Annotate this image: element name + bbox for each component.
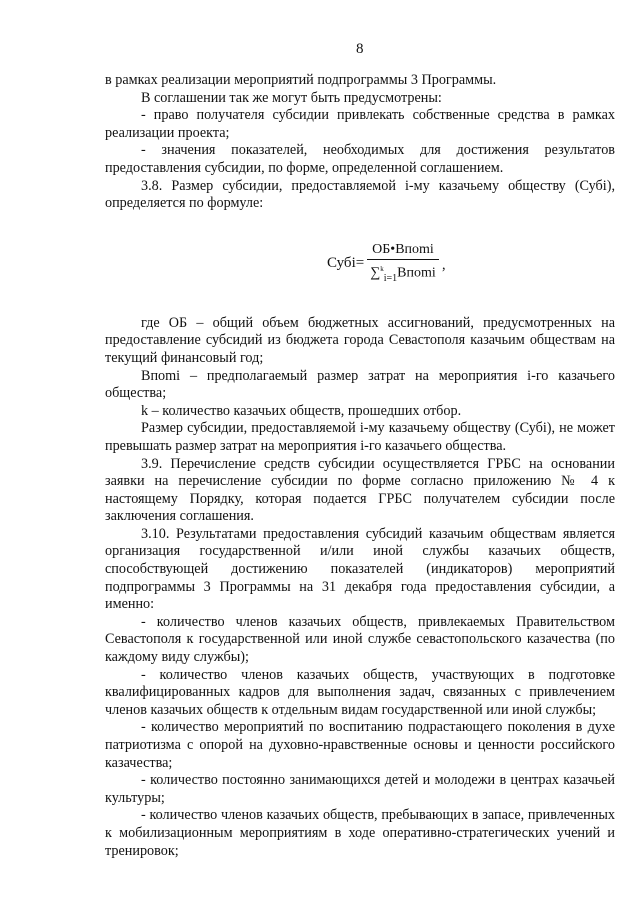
paragraph: В соглашении так же могут быть предусмотрены: [141, 89, 442, 106]
paragraph: 3.10. Результатами предоставления субсидий казачьим обществам является организация государственной и/или иной службы казачьих обществ, способствующей достижению показателей (индикаторов) мероприятий подпрограммы 3 Программы на 31 декабря года предоставления субсидии, а именно: [105, 525, 615, 613]
formula-sum-upper: k [380, 265, 384, 274]
formula [105, 219, 615, 297]
formula-denominator [367, 260, 439, 287]
paragraph: Впоmi – предполагаемый размер затрат на мероприятия i-го казачьего общества; [105, 367, 615, 402]
paragraph: - количество постоянно занимающихся детей и молодежи в центрах казачьей культуры; [105, 772, 615, 806]
formula-sum-sign: ∑ [370, 266, 381, 281]
formula-sum-lower: i=1 [383, 272, 398, 284]
paragraph: - значения показателей, необходимых для достижения результатов предоставления субсидии, по форме, определенной соглашением. [105, 142, 615, 176]
paragraph: Размер субсидии, предоставляемой i-му казачьему обществу (Субi), не может превышать размер затрат на мероприятия i-го казачьего общества. [105, 420, 615, 454]
paragraph: 3.8. Размер субсидии, предоставляемой i-му казачьему обществу (Субi), определяется по формуле: [105, 177, 615, 212]
paragraph: k – количество казачьих обществ, прошедших отбор. [141, 402, 462, 419]
paragraphs-before-formula [105, 72, 615, 213]
paragraph: - количество членов казачьих обществ, участвующих в подготовке квалифицированных кадров для выполнения задач, связанных с привлечением членов казачьих обществ к отдельным видам государственной или иной службы; [105, 666, 615, 718]
paragraph: - количество членов казачьих обществ, привлекаемых Правительством Севастополя к государственной или иной службе севастопольского казачества (по каждому виду службы); [105, 613, 615, 666]
paragraphs-after-formula [105, 315, 615, 860]
paragraph: 3.9. Перечисление средств субсидии осуществляется ГРБС на основании заявки на перечисление субсидии по форме согласно приложению № 4 к настоящему Порядку, которая подается ГРБС получателем субсидии после заключения соглашения. [105, 455, 615, 525]
paragraph: - количество мероприятий по воспитанию подрастающего поколения в духе патриотизма с опорой на духовно-нравственные основы и ценности российского казачества; [105, 719, 615, 771]
paragraph: где ОБ – общий объем бюджетных ассигнований, предусмотренных на предоставление субсидий из бюджета города Севастополя казачьим обществам на текущий финансовый год; [105, 314, 615, 366]
formula-numerator: ОБ•Впоmi [367, 241, 439, 261]
formula-fraction [367, 241, 439, 288]
formula-equals: = [355, 254, 365, 271]
paragraph: в рамках реализации мероприятий подпрограммы 3 Программы. [105, 72, 497, 88]
formula-denominator-text: Впоmi [397, 266, 436, 281]
formula-comma: , [442, 256, 446, 273]
formula-lhs [327, 255, 364, 273]
formula-lhs-text: Субi [327, 254, 356, 271]
paragraph: - право получателя субсидии привлекать собственные средства в рамках реализации проекта; [105, 107, 615, 141]
paragraph: - количество членов казачьих обществ, пребывающих в запасе, привлеченных к мобилизационным мероприятиям в ходе оперативно-стратегических учений и тренировок; [105, 807, 615, 859]
page-number: 8 [356, 41, 364, 57]
document-body [105, 72, 615, 860]
